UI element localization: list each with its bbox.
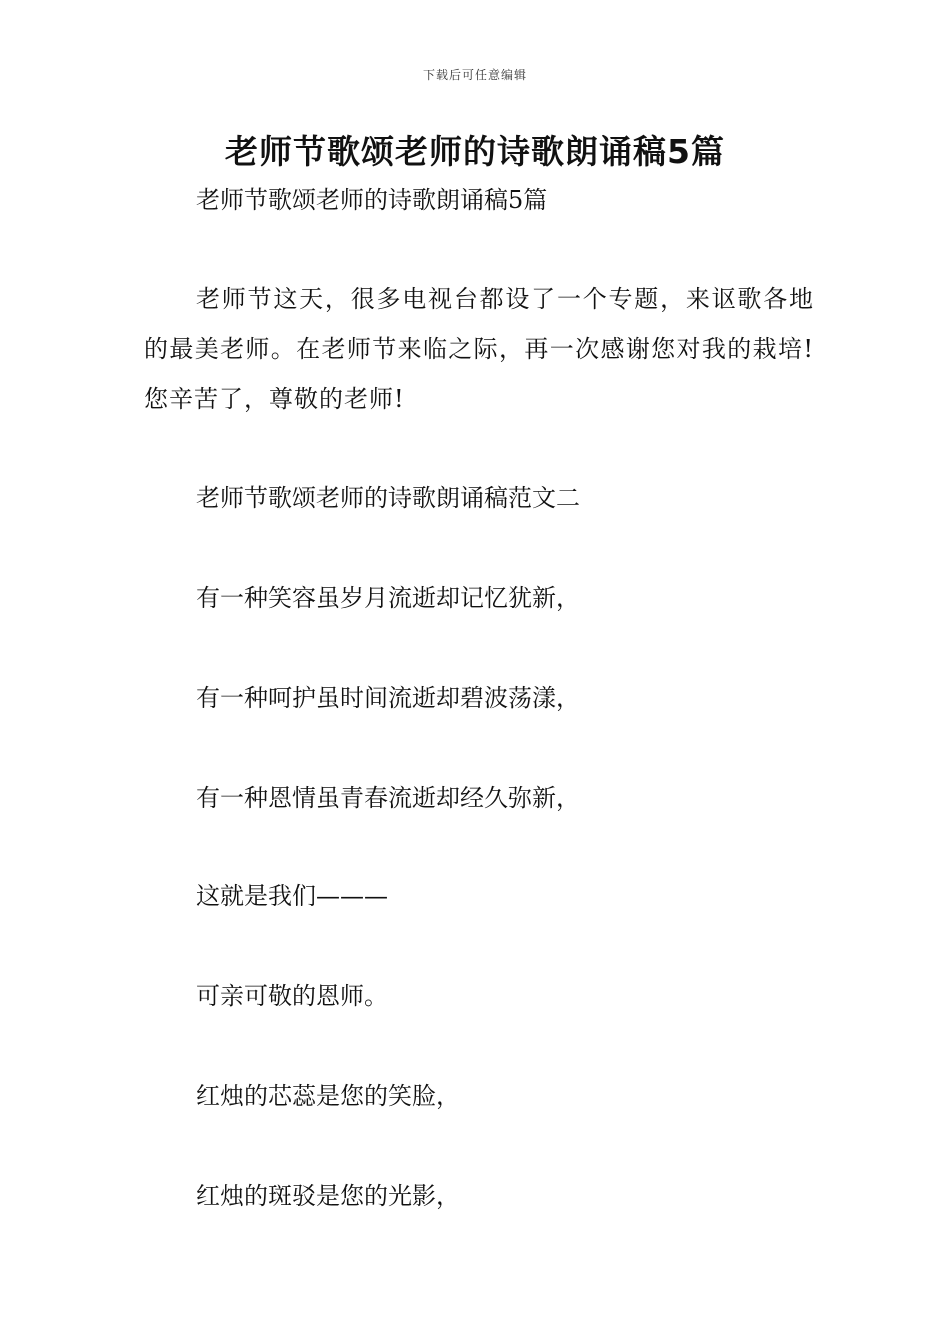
document-subtitle: 老师节歌颂老师的诗歌朗诵稿5篇 bbox=[196, 186, 548, 214]
poem-line-2: 有一种呵护虽时间流逝却碧波荡漾， bbox=[196, 684, 580, 712]
poem-line-1: 有一种笑容虽岁月流逝却记忆犹新， bbox=[196, 584, 580, 612]
header-note: 下载后可任意编辑 bbox=[422, 68, 527, 82]
poem-line-3: 有一种恩情虽青春流逝却经久弥新， bbox=[196, 784, 580, 812]
poem-line-5: 可亲可敬的恩师。 bbox=[196, 982, 388, 1010]
poem-line-7: 红烛的斑驳是您的光影， bbox=[196, 1182, 460, 1210]
document-title: 老师节歌颂老师的诗歌朗诵稿5篇 bbox=[225, 132, 725, 171]
poem-line-6: 红烛的芯蕊是您的笑脸， bbox=[196, 1082, 460, 1110]
intro-paragraph: 老师节这天，很多电视台都设了一个专题，来讴歌各地的最美老师。在老师节来临之际，再一次感谢您对我的栽培!您辛苦了，尊敬的老师! bbox=[144, 285, 814, 413]
poem-line-4: 这就是我们——— bbox=[196, 882, 388, 910]
section-heading: 老师节歌颂老师的诗歌朗诵稿范文二 bbox=[196, 484, 580, 512]
